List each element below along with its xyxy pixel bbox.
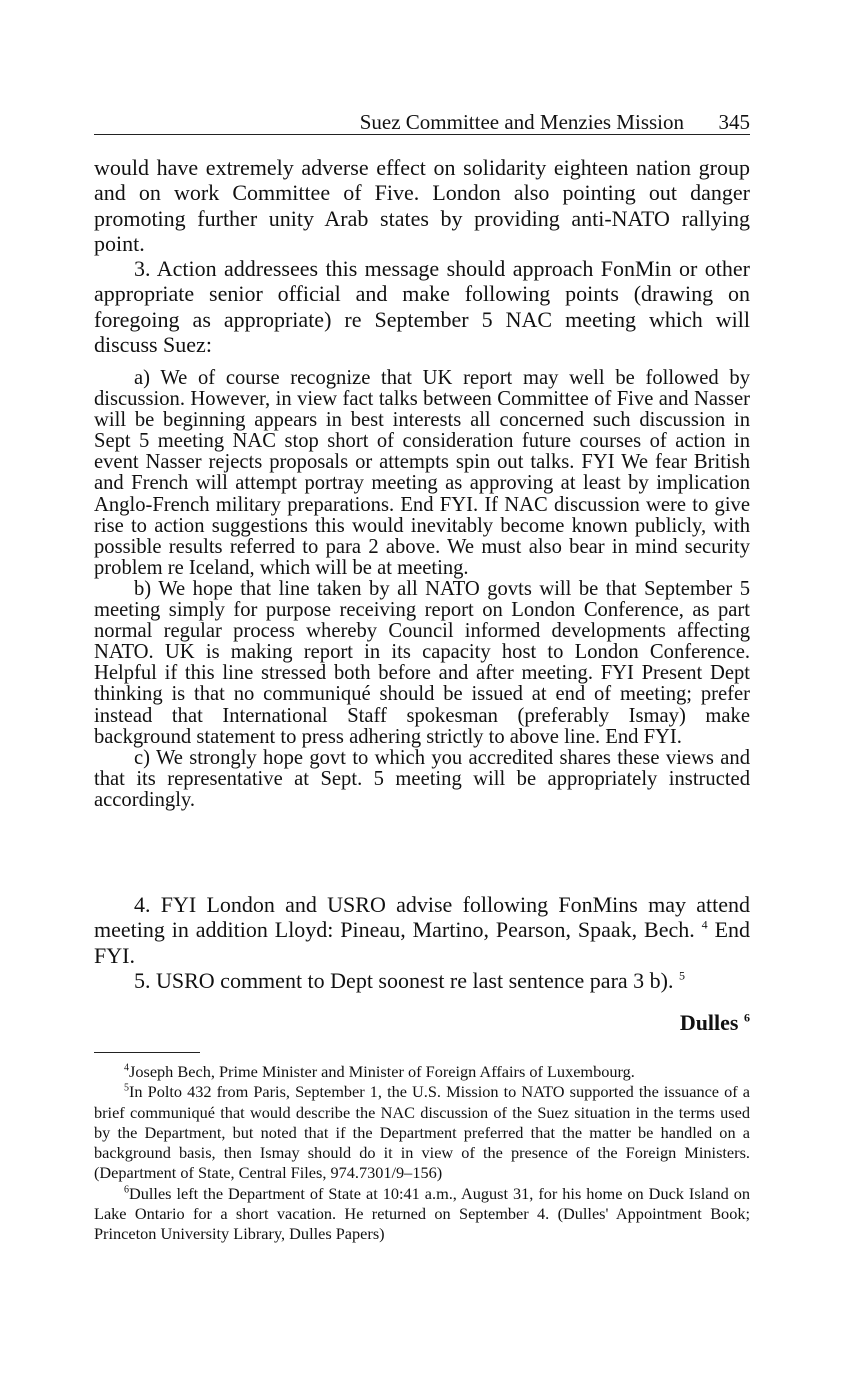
footnote-ref-6: 6 (744, 1010, 750, 1025)
footnotes (94, 1062, 750, 1245)
paragraph-4 (94, 892, 750, 968)
footnote-text: In Polto 432 from Paris, September 1, the U.S. Mission to NATO supported the issuance of a brief communiqué that would describe the NAC discussion of the Suez situation in the terms used by the Department, but noted that if the Department preferred that the matter be handled on a background basis, then Ismay should do it in view of the presence of the Foreign Ministers. (Department of State, Central Files, 974.7301/9–156) (94, 1082, 750, 1183)
paragraph-5-text: 5. USRO comment to Dept soonest re last sentence para 3 b). (134, 967, 674, 993)
body-bottom (94, 892, 750, 993)
instruction-points (94, 368, 750, 811)
signature (680, 1010, 750, 1036)
footnote-text: Joseph Bech, Prime Minister and Minister of Foreign Affairs of Luxembourg. (129, 1062, 635, 1081)
paragraph-5 (94, 968, 750, 993)
paragraph-continuation: would have extremely adverse effect on solidarity eighteen nation group and on work Committee of Five. London also pointing out danger promoting further unity Arab states by providing anti-NATO rallying point. (94, 155, 750, 256)
footnote-mark: 5 (124, 1082, 129, 1094)
paragraph-4-end: End FYI. (94, 917, 751, 968)
body-top (94, 155, 750, 357)
point-a: a) We of course recognize that UK report may well be followed by discussion. However, in view fact talks between Committee of Five and Nasser will be beginning appears in best interests all concerned such discussion in Sept 5 meeting NAC stop short of consideration future courses of action in event Nasser rejects proposals or attempts spin out talks. FYI We fear British and French will attempt portray meeting as approving at least by implication Anglo-French military preparations. End FYI. If NAC discussion were to give rise to action suggestions this would inevitably become known publicly, with possible results referred to para 2 above. We must also bear in mind security problem re Iceland, which will be at meeting. (94, 367, 750, 579)
footnote-mark: 6 (124, 1184, 129, 1196)
signature-name: Dulles (679, 1010, 739, 1035)
footnote-ref-4: 4 (701, 917, 708, 932)
footnote-4 (94, 1062, 750, 1082)
page-number: 345 (718, 110, 750, 134)
point-b: b) We hope that line taken by all NATO govts will be that September 5 meeting simply for purpose receiving report on London Conference, as part normal regular process whereby Council informed developments affecting NATO. UK is making report in its capacity host to London Conference. Helpful if this line stressed both before and after meeting. FYI Present Dept thinking is that no communiqué should be issued at end of meeting; prefer instead that International Staff spokesman (preferably Ismay) make background statement to press adhering strictly to above line. End FYI. (94, 577, 750, 748)
footnote-ref-5: 5 (678, 968, 685, 983)
point-c: c) We strongly hope govt to which you accredited shares these views and that its representative at Sept. 5 meeting will be appropriately instructed accordingly. (94, 746, 750, 811)
footnote-5 (94, 1082, 750, 1183)
footnote-6 (94, 1184, 750, 1245)
running-title: Suez Committee and Menzies Mission (359, 110, 684, 134)
footnote-mark: 4 (124, 1062, 129, 1074)
footnote-text: Dulles left the Department of State at 10:41 a.m., August 31, for his home on Duck Island on Lake Ontario for a short vacation. He returned on September 4. (Dulles' Appointment Book; Princeton University Library, Dulles Papers) (94, 1183, 750, 1244)
footnote-divider (94, 1052, 200, 1053)
paragraph-3: 3. Action addressees this message should approach FonMin or other appropriate senior official and make following points (drawing on foregoing as appropriate) re September 5 NAC meeting which will discuss Suez: (94, 256, 750, 358)
running-header (94, 110, 750, 135)
paragraph-4-text: 4. FYI London and USRO advise following FonMins may attend meeting in addition Lloyd: Pineau, Martino, Pearson, Spaak, Bech. (94, 892, 750, 943)
